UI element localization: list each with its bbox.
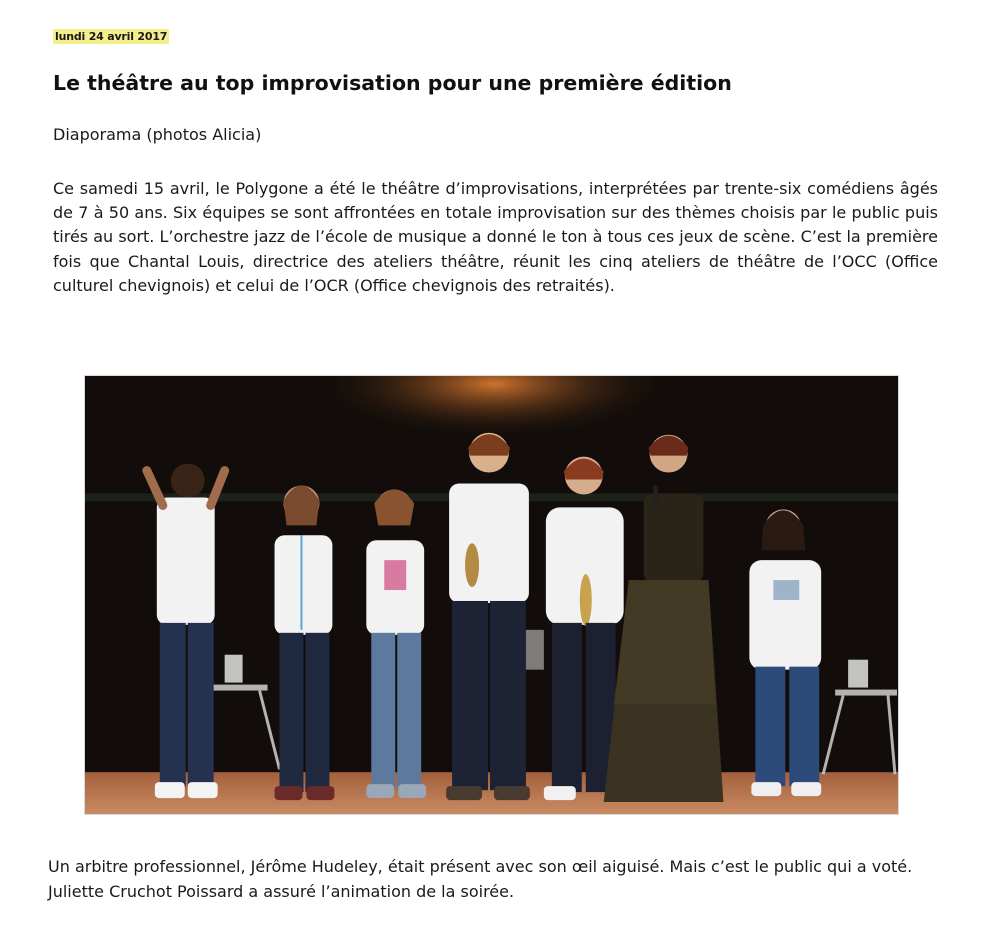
article-title: Le théâtre au top improvisation pour une première édition bbox=[53, 71, 732, 95]
photo-illustration bbox=[85, 376, 898, 814]
article-paragraph-1: Ce samedi 15 avril, le Polygone a été le théâtre d’improvisations, interprétées par trente-six comédiens âgés de 7 à 50 ans. Six équipes se sont affrontées en totale improvisation sur des thèmes choisis par le public puis tirés au sort. L’orchestre jazz de l’école de musique a donné le ton à tous ces jeux de scène. C’est la première fois que Chantal Louis, directrice des ateliers théâtre, réunit les cinq ateliers de théâtre de l’OCC (Office culturel chevignois) et celui de l’OCR (Office chevignois des retraités). bbox=[53, 179, 938, 295]
article-paragraph-2: Un arbitre professionnel, Jérôme Hudeley, était présent avec son œil aiguisé. Mais c’est le public qui a voté. Juliette Cruchot Poissard a assuré l’animation de la soirée. bbox=[48, 857, 913, 901]
stage-performers-photo bbox=[84, 375, 899, 815]
article-date: lundi 24 avril 2017 bbox=[55, 30, 168, 43]
article-subtitle: Diaporama (photos Alicia) bbox=[53, 125, 262, 144]
